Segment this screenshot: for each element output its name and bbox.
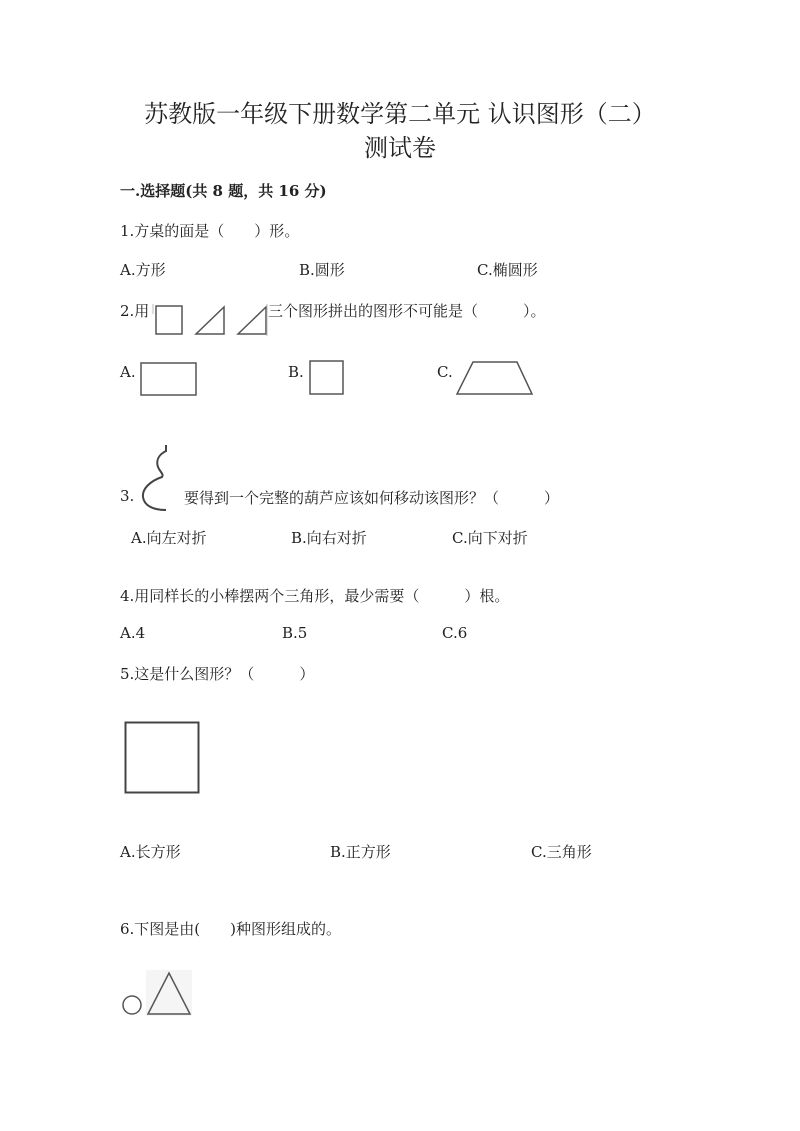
square-shape <box>124 721 202 797</box>
question-5-option-c[interactable]: C.三角形 <box>531 843 592 861</box>
question-4-option-a[interactable]: A.4 <box>120 624 146 642</box>
question-2-stem-suffix: 三个图形拼出的图形不可能是（ ）。 <box>268 302 546 320</box>
question-5-option-b[interactable]: B.正方形 <box>330 843 391 861</box>
question-3-option-a[interactable]: A.向左对折 <box>131 529 207 547</box>
question-4-option-b[interactable]: B.5 <box>282 624 308 642</box>
square-shape <box>156 306 182 334</box>
page-title: 苏教版一年级下册数学第二单元 认识图形（二） <box>144 100 656 128</box>
question-1-option-b[interactable]: B.圆形 <box>299 261 345 279</box>
square-shape <box>309 360 345 396</box>
question-5-stem: 5.这是什么图形？（ ） <box>120 665 315 683</box>
question-3-stem-prefix: 3. <box>120 487 135 505</box>
question-4-stem: 4.用同样长的小棒摆两个三角形，最少需要（ ）根。 <box>120 587 510 605</box>
question-3-option-c[interactable]: C.向下对折 <box>452 529 528 547</box>
question-2-option-c[interactable]: C. <box>437 363 453 381</box>
question-6-stem: 6.下图是由( )种图形组成的。 <box>120 920 342 938</box>
question-1-option-a[interactable]: A.方形 <box>120 261 166 279</box>
triangle-shape-2 <box>238 307 266 334</box>
circle-shape <box>123 996 141 1014</box>
question-2-stem-prefix: 2.用 <box>120 302 150 320</box>
question-3-option-b[interactable]: B.向右对折 <box>291 529 367 547</box>
question-1-option-c[interactable]: C.椭圆形 <box>477 261 538 279</box>
question-2-shapes-figure <box>150 300 270 340</box>
trapezoid-shape <box>455 360 535 396</box>
question-2-option-a[interactable]: A. <box>120 363 136 381</box>
circle-triangle-figure <box>120 968 196 1020</box>
half-gourd-figure <box>138 443 178 513</box>
question-2-option-b[interactable]: B. <box>288 363 304 381</box>
question-3-stem-suffix: 要得到一个完整的葫芦应该如何移动该图形？（ ） <box>184 489 560 507</box>
question-4-option-c[interactable]: C.6 <box>442 624 468 642</box>
triangle-shape-1 <box>196 307 224 334</box>
section-heading: 一.选择题(共 8 题，共 16 分) <box>120 182 327 200</box>
question-5-option-a[interactable]: A.长方形 <box>120 843 181 861</box>
rectangle-shape <box>140 362 198 398</box>
question-1-stem: 1.方桌的面是（ ）形。 <box>120 222 300 240</box>
page-subtitle: 测试卷 <box>364 134 436 162</box>
